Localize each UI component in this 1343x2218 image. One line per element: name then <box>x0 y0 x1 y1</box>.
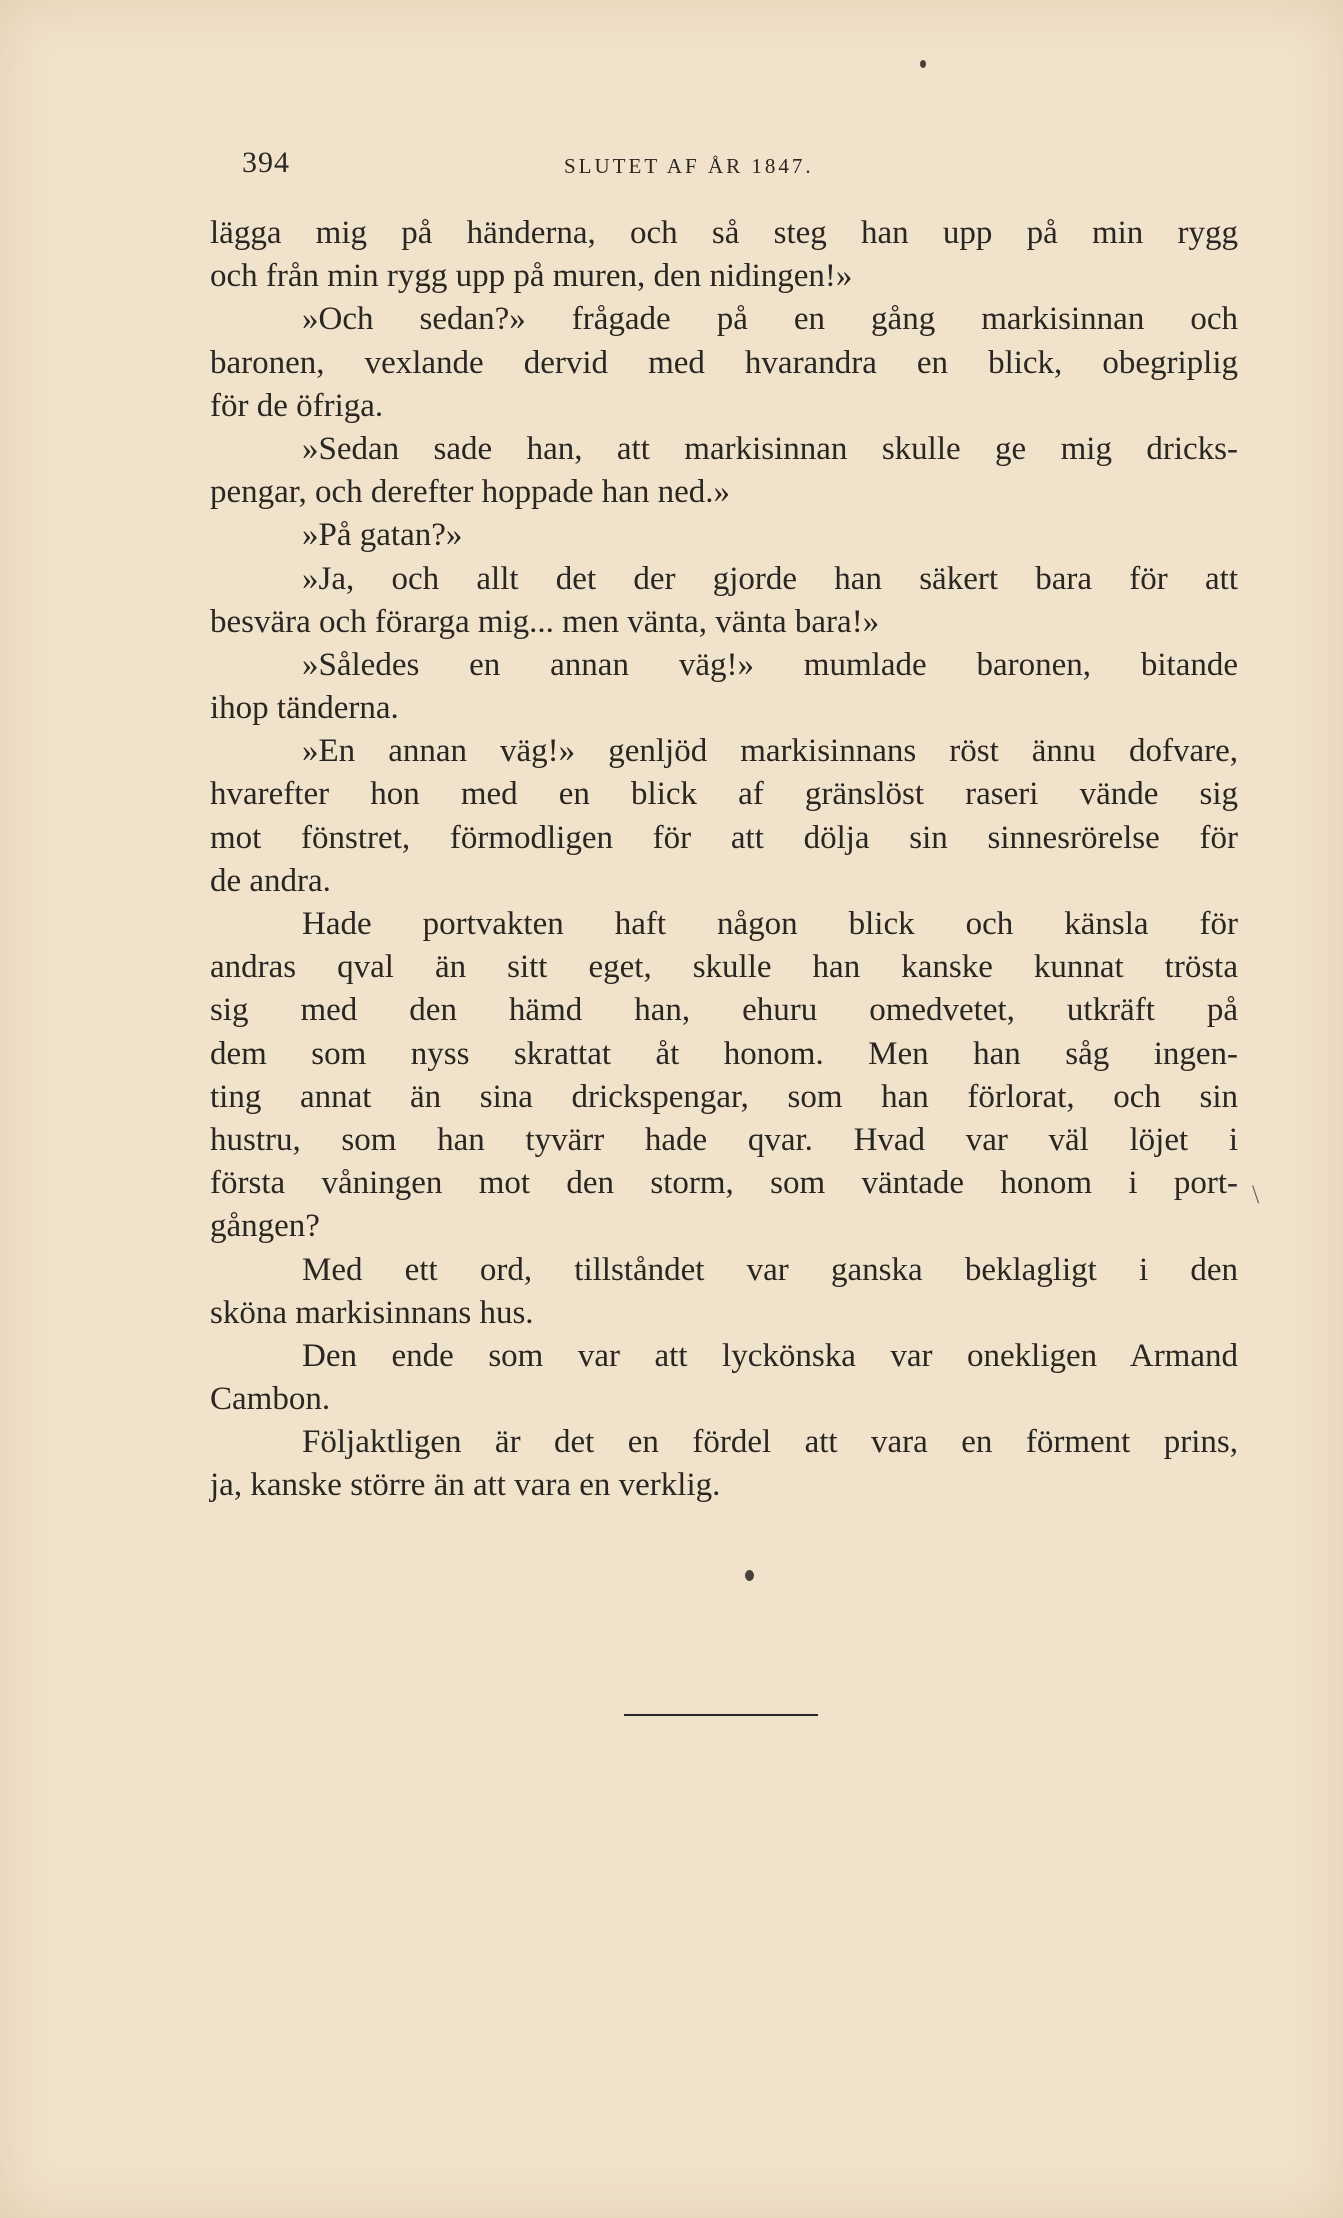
text-line: ja, kanske större än att vara en verklig. <box>210 1467 721 1504</box>
ink-speck <box>745 1570 754 1581</box>
text-line: hustru, som han tyvärr hade qvar. Hvad var väl löjet i <box>210 1121 1238 1158</box>
text-line: gången? <box>210 1208 320 1245</box>
text-line: Den ende som var att lyckönska var onekligen Armand <box>302 1337 1238 1374</box>
page-header <box>242 146 1102 186</box>
text-line: mot fönstret, förmodligen för att dölja sin sinnesrörelse för <box>210 819 1238 856</box>
text-line: »En annan väg!» genljöd markisinnans röst ännu dofvare, <box>302 733 1238 770</box>
text-line: Cambon. <box>210 1381 331 1418</box>
text-line: de andra. <box>210 862 331 899</box>
text-line: andras qval än sitt eget, skulle han kanske kunnat trösta <box>210 949 1238 986</box>
ink-speck <box>920 60 926 68</box>
text-line: ting annat än sina drickspengar, som han förlorat, och sin <box>210 1078 1238 1115</box>
text-line: Hade portvakten haft någon blick och känsla för <box>302 906 1238 942</box>
text-line: »På gatan?» <box>302 517 463 554</box>
text-line: sig med den hämd han, ehuru omedvetet, utkräft på <box>210 992 1238 1029</box>
text-line: Med ett ord, tillståndet var ganska beklagligt i den <box>302 1251 1238 1288</box>
text-line: »Således en annan väg!» mumlade baronen, bitande <box>302 646 1238 683</box>
text-line: baronen, vexlande dervid med hvarandra en blick, obegriplig <box>210 344 1238 381</box>
text-line: Följaktligen är det en fördel att vara en förment prins, <box>302 1424 1238 1461</box>
running-title: SLUTET AF ÅR 1847. <box>564 154 814 178</box>
text-line: första våningen mot den storm, som väntade honom i port- <box>210 1165 1238 1202</box>
text-line: ihop tänderna. <box>210 690 399 727</box>
text-line: sköna markisinnans hus. <box>210 1294 534 1331</box>
text-line: »Och sedan?» frågade på en gång markisinnan och <box>302 301 1238 338</box>
text-line: hvarefter hon med en blick af gränslöst raseri vände sig <box>210 776 1238 813</box>
text-line: dem som nyss skrattat åt honom. Men han såg ingen- <box>210 1035 1238 1072</box>
text-line: lägga mig på händerna, och så steg han upp på min rygg <box>210 215 1238 251</box>
margin-mark: \ <box>1252 1180 1260 1209</box>
body-text <box>210 212 1238 1508</box>
page-number: 394 <box>242 146 290 179</box>
end-rule <box>624 1714 818 1716</box>
text-line: »Sedan sade han, att markisinnan skulle ge mig dricks- <box>302 430 1238 467</box>
text-line: och från min rygg upp på muren, den nidingen!» <box>210 258 853 295</box>
text-line: besvära och förarga mig... men vänta, vänta bara!» <box>210 603 880 640</box>
text-line: »Ja, och allt det der gjorde han säkert bara för att <box>302 560 1238 597</box>
text-line: pengar, och derefter hoppade han ned.» <box>210 474 731 511</box>
text-line: för de öfriga. <box>210 387 384 424</box>
